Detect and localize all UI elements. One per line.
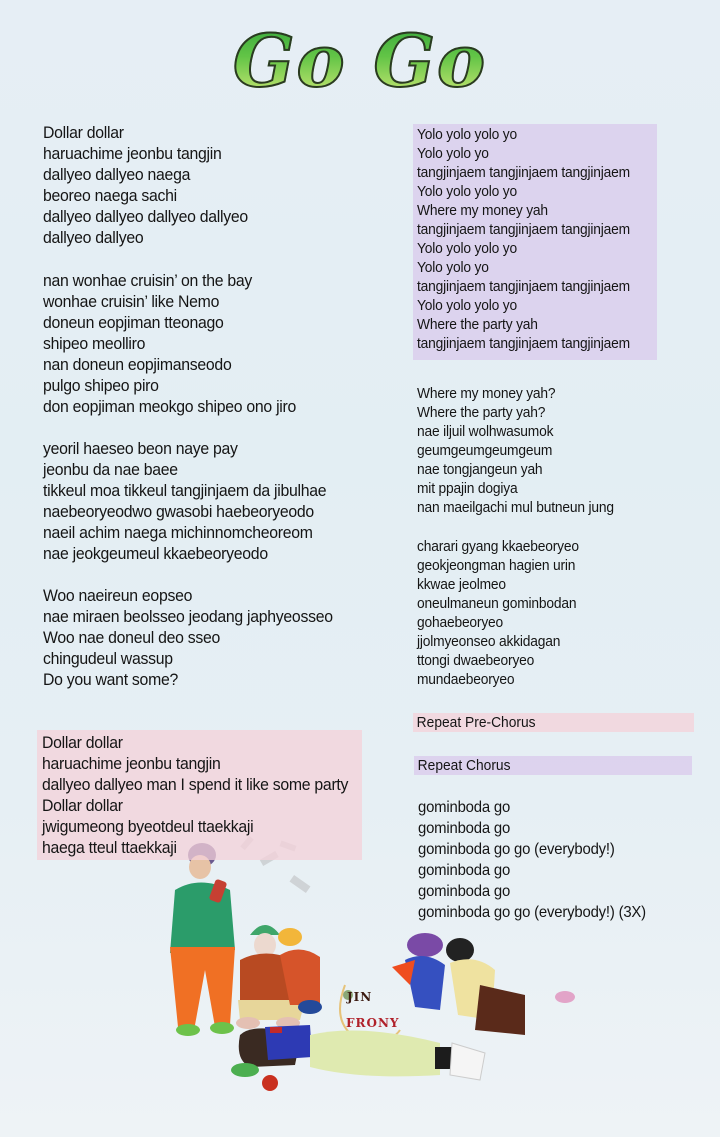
chorus-intro-block — [43, 122, 263, 248]
lyric-line: gominboda go — [418, 799, 511, 816]
pre-chorus-block — [37, 730, 362, 860]
repeat-pre-chorus-text: Repeat Pre-Chorus — [416, 714, 536, 731]
lyric-line: Where my money yah — [417, 202, 548, 219]
lyric-line: nae iljuil wolhwasumok — [417, 423, 554, 440]
lyric-line: Dollar dollar — [43, 123, 124, 142]
lyric-line: jjolmyeonseo akkidagan — [417, 633, 561, 650]
lyric-line: Where the party yah? — [417, 404, 546, 421]
lyric-line: dallyeo dallyeo man I spend it like some party — [42, 775, 349, 794]
lyric-line: haruachime jeonbu tangjin — [42, 754, 221, 773]
lyric-line: jwigumeong byeotdeul ttaekkaji — [42, 817, 254, 836]
lyric-line: jeonbu da nae baee — [43, 460, 178, 479]
lyric-line: yeoril haeseo beon naye pay — [43, 439, 238, 458]
repeat-chorus-text: Repeat Chorus — [417, 757, 511, 774]
lyric-line: Woo naeireun eopseo — [43, 586, 193, 605]
song-title: Go Go — [0, 18, 720, 103]
lyric-line: geumgeumgeumgeum — [417, 442, 553, 459]
lyric-line: gominboda go — [418, 862, 511, 879]
lyric-line: gohaebeoryeo — [417, 614, 504, 631]
lyric-line: chingudeul wassup — [43, 649, 173, 668]
lyric-line: haruachime jeonbu tangjin — [43, 144, 222, 163]
lyric-line: Yolo yolo yo — [417, 259, 489, 276]
verse2-block — [43, 438, 348, 564]
lyric-line: doneun eopjiman tteonago — [43, 313, 224, 332]
lyric-line: Yolo yolo yolo yo — [417, 126, 517, 143]
lyric-line: dallyeo dallyeo dallyeo dallyeo — [43, 207, 248, 226]
lyric-line: pulgo shipeo piro — [43, 376, 159, 395]
lyric-line: ttongi dwaebeoryeo — [417, 652, 535, 669]
lyric-line: dallyeo dallyeo naega — [43, 165, 191, 184]
verse3-block — [43, 585, 355, 690]
lyric-line: Yolo yolo yo — [417, 145, 489, 162]
lyric-line: Do you want some? — [43, 670, 178, 689]
lyric-line: nae miraen beolsseo jeodang japhyeosseo — [43, 607, 333, 626]
lyric-line: charari gyang kkaebeoryeo — [417, 538, 579, 555]
lyric-line: Yolo yolo yolo yo — [417, 240, 517, 257]
lyric-line: wonhae cruisin’ like Nemo — [43, 292, 220, 311]
verse4-block — [417, 384, 631, 517]
verse1-block — [43, 270, 315, 417]
lyric-line: nan maeilgachi mul butneun jung — [417, 499, 614, 516]
lyric-line: Dollar dollar — [42, 796, 123, 815]
lyric-line: geokjeongman hagien urin — [417, 557, 576, 574]
lyric-line: Where the party yah — [417, 316, 538, 333]
lyric-line: gominboda go — [418, 883, 511, 900]
lyric-line: Woo nae doneul deo sseo — [43, 628, 221, 647]
lyric-line: Yolo yolo yolo yo — [417, 183, 517, 200]
watermark-frony: FRONY — [346, 1016, 400, 1030]
lyric-line: Where my money yah? — [417, 385, 556, 402]
lyric-line: tangjinjaem tangjinjaem tangjinjaem — [417, 164, 630, 181]
watermark-jin: JIN — [347, 990, 373, 1004]
lyric-line: tikkeul moa tikkeul tangjinjaem da jibulhae — [43, 481, 327, 500]
lyric-line: Yolo yolo yolo yo — [417, 297, 517, 314]
lyric-line: shipeo meolliro — [43, 334, 146, 353]
lyric-line: naeil achim naega michinnomcheoreom — [43, 523, 313, 542]
lyric-line: haega tteul ttaekkaji — [42, 838, 177, 857]
lyric-line: gominboda go go (everybody!) (3X) — [418, 904, 646, 921]
chorus-block — [413, 124, 657, 360]
lyric-line: nae tongjangeun yah — [417, 461, 543, 478]
outro-block — [418, 797, 663, 923]
lyric-line: Dollar dollar — [42, 733, 123, 752]
lyric-line: dallyeo dallyeo — [43, 228, 144, 247]
lyric-line: beoreo naega sachi — [43, 186, 177, 205]
lyric-line: gominboda go go (everybody!) — [418, 841, 615, 858]
lyric-line: tangjinjaem tangjinjaem tangjinjaem — [417, 221, 630, 238]
lyric-line: tangjinjaem tangjinjaem tangjinjaem — [417, 335, 630, 352]
lyric-line: naebeoryeodwo gwasobi haebeoryeodo — [43, 502, 314, 521]
lyric-line: don eopjiman meokgo shipeo ono jiro — [43, 397, 297, 416]
verse5-block — [417, 537, 593, 689]
lyric-line: oneulmaneun gominbodan — [417, 595, 577, 612]
lyric-line: kkwae jeolmeo — [417, 576, 506, 593]
lyric-line: mundaebeoryeo — [417, 671, 515, 688]
lyric-line: gominboda go — [418, 820, 511, 837]
lyric-line: nan wonhae cruisin’ on the bay — [43, 271, 253, 290]
repeat-pre-chorus-label — [413, 713, 694, 732]
repeat-chorus-label — [414, 756, 692, 775]
lyric-line: nan doneun eopjimanseodo — [43, 355, 232, 374]
lyric-line: tangjinjaem tangjinjaem tangjinjaem — [417, 278, 630, 295]
lyric-line: nae jeokgeumeul kkaebeoryeodo — [43, 544, 268, 563]
lyric-line: mit ppajin dogiya — [417, 480, 518, 497]
